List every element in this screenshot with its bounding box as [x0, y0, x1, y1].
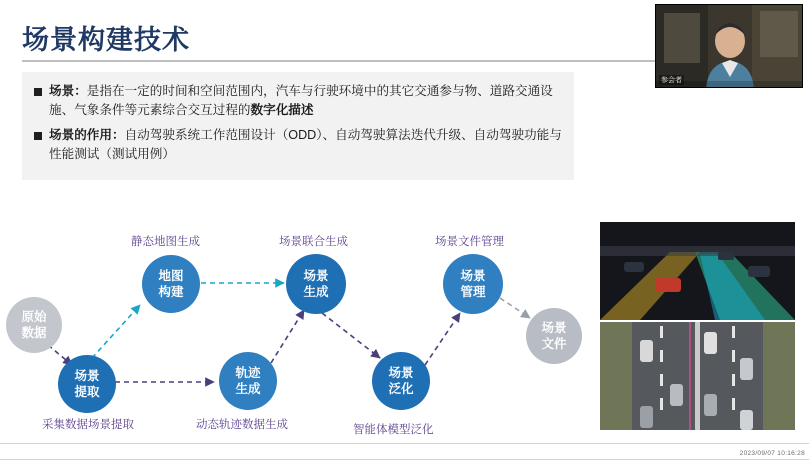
page-title: 场景构建技术 — [22, 25, 190, 55]
flow-node-scene-file-line1: 场景 — [541, 321, 567, 335]
timestamp-label: 2023/09/07 10:16:28 — [739, 450, 805, 457]
flow-caption-dynamic-trajectory: 动态轨迹数据生成 — [196, 419, 288, 431]
footer-divider-top — [0, 443, 809, 444]
bullet-item-2 — [34, 126, 562, 164]
flow-caption-collect-extract: 采集数据场景提取 — [42, 419, 134, 431]
flow-node-scene-extract-line1: 场景 — [74, 369, 100, 383]
flow-node-scene-file[interactable] — [526, 308, 582, 364]
flow-caption-static-map: 静态地图生成 — [131, 236, 200, 248]
flow-node-scene-generate-line2: 生成 — [303, 285, 329, 299]
flow-caption-joint-generation: 场景联合生成 — [279, 236, 348, 248]
flow-node-raw-data-line1: 原始 — [21, 310, 47, 324]
bullet-lead-2: 场景的作用： — [49, 128, 125, 142]
bullet-body-1: 是指在一定的时间和空间范围内，汽车与行驶环境中的其它交通参与物、道路交通设施、气象条件等元素综合交互过程的 — [49, 84, 553, 117]
flow-node-scene-manage-line1: 场景 — [460, 269, 486, 283]
flow-node-scene-generalize-line2: 泛化 — [388, 382, 414, 396]
aerial-road-graphic — [600, 322, 795, 430]
flow-node-scene-generalize[interactable] — [372, 352, 430, 410]
bullet-text-2 — [49, 126, 562, 164]
flow-node-scene-generate[interactable] — [286, 254, 346, 314]
bullet-item-1 — [34, 82, 562, 120]
bullet-emphasis-1: 数字化描述 — [250, 103, 314, 117]
flow-node-scene-generate-line1: 场景 — [303, 269, 329, 283]
bullet-lead-1: 场景： — [49, 84, 87, 98]
flow-node-map-build-line2: 构建 — [158, 285, 184, 299]
flow-node-trajectory-generate-line1: 轨迹 — [235, 366, 261, 380]
square-bullet-icon — [34, 132, 42, 140]
flow-node-scene-extract[interactable] — [58, 355, 116, 413]
perception-scene-graphic — [600, 222, 795, 320]
flow-node-scene-manage-line2: 管理 — [460, 285, 486, 299]
bullet-box — [22, 72, 574, 180]
aerial-road-image — [600, 322, 795, 430]
flow-diagram — [0, 200, 600, 450]
flow-caption-model-generalization: 智能体模型泛化 — [353, 424, 434, 436]
webcam-video-tile[interactable] — [655, 4, 803, 88]
flow-node-scene-manage[interactable] — [443, 254, 503, 314]
perception-scene-image — [600, 222, 795, 320]
flow-node-raw-data-line2: 数据 — [21, 326, 47, 340]
square-bullet-icon — [34, 88, 42, 96]
flow-caption-file-management: 场景文件管理 — [435, 236, 504, 248]
flow-node-raw-data[interactable] — [6, 297, 62, 353]
flow-node-trajectory-generate-line2: 生成 — [235, 382, 261, 396]
flow-node-map-build-line1: 地图 — [158, 269, 184, 283]
flow-node-trajectory-generate[interactable] — [219, 352, 277, 410]
bullet-body-2: 自动驾驶系统工作范围设计（ODD）、自动驾驶算法迭代升级、自动驾驶功能与性能测试（测试用例） — [49, 128, 562, 161]
flow-node-scene-generalize-line1: 场景 — [388, 366, 414, 380]
flow-node-scene-extract-line2: 提取 — [74, 385, 100, 399]
webcam-participant-name: 参会者 — [661, 77, 682, 84]
flow-node-scene-file-line2: 文件 — [541, 337, 567, 351]
bullet-text-1 — [49, 82, 562, 120]
flow-node-map-build[interactable] — [142, 255, 200, 313]
title-divider — [22, 60, 674, 62]
